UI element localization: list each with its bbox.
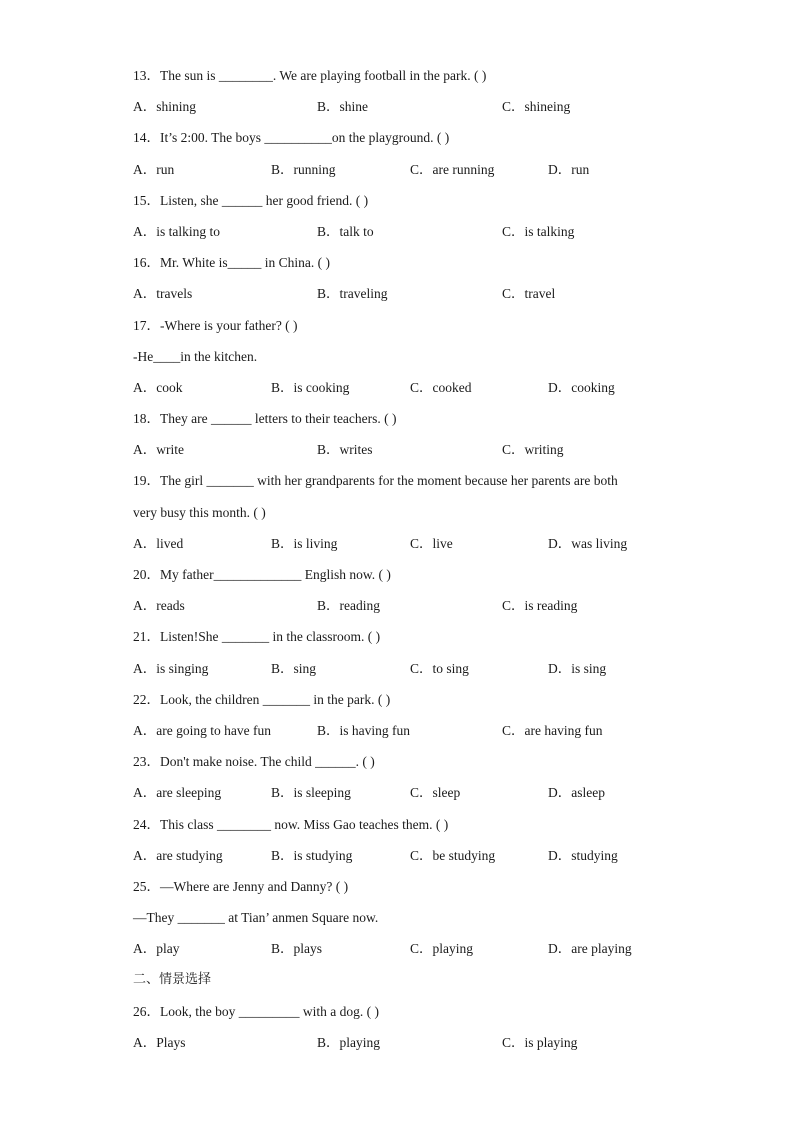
answer-option[interactable]: B．running <box>271 161 336 177</box>
answer-option[interactable]: A．are going to have fun <box>133 722 271 738</box>
options-row <box>133 1033 693 1064</box>
options-row <box>133 659 693 690</box>
answer-option[interactable]: C．live <box>410 535 453 551</box>
answer-option[interactable]: D．asleep <box>548 785 605 801</box>
answer-option[interactable]: C．is playing <box>502 1034 578 1050</box>
answer-option[interactable]: B．shine <box>317 99 369 115</box>
question-stem-continuation: very busy this month. ( ) <box>133 504 266 520</box>
options-row <box>133 846 693 877</box>
answer-option[interactable]: B．playing <box>317 1034 380 1050</box>
question-stem: 24．This class ________ now. Miss Gao teaches them. ( ) <box>133 816 449 832</box>
answer-option[interactable]: A．shining <box>133 99 197 115</box>
answer-option[interactable]: A．play <box>133 941 180 957</box>
question-stem: 17．-Where is your father? ( ) <box>133 317 298 333</box>
answer-option[interactable]: C．is reading <box>502 598 578 614</box>
answer-option[interactable]: B．plays <box>271 941 323 957</box>
answer-option[interactable]: B．is sleeping <box>271 785 351 801</box>
answer-option[interactable]: A．lived <box>133 535 184 551</box>
answer-option[interactable]: C．playing <box>410 941 473 957</box>
options-row <box>133 721 693 752</box>
answer-option[interactable]: D．run <box>548 161 590 177</box>
question-stem: 20．My father_____________ English now. ( ) <box>133 567 391 582</box>
options-row <box>133 440 693 471</box>
answer-option[interactable]: D．studying <box>548 847 618 863</box>
answer-option[interactable]: D．cooking <box>548 379 615 395</box>
answer-option[interactable]: A．reads <box>133 598 185 614</box>
question-stem: 25．—Where are Jenny and Danny? ( ) <box>133 878 349 894</box>
options-row <box>133 783 693 814</box>
answer-option[interactable]: C．writing <box>502 442 564 458</box>
answer-option[interactable]: A．write <box>133 442 184 458</box>
options-row <box>133 378 693 409</box>
answer-option[interactable]: B．sing <box>271 660 317 676</box>
section-heading: 二、情景选择 <box>133 972 212 988</box>
question-stem-continuation: -He____in the kitchen. <box>133 348 258 364</box>
options-row <box>133 534 693 565</box>
question-stem: 22．Look, the children _______ in the park. ( ) <box>133 691 391 707</box>
options-row <box>133 97 693 128</box>
answer-option[interactable]: C．are having fun <box>502 722 603 738</box>
question-stem: 21．Listen!She _______ in the classroom. ( ) <box>133 629 381 645</box>
answer-option[interactable]: A．Plays <box>133 1034 186 1050</box>
options-row <box>133 160 693 191</box>
answer-option[interactable]: C．is talking <box>502 223 575 239</box>
answer-option[interactable]: B．reading <box>317 598 380 614</box>
question-stem: 16．Mr. White is_____ in China. ( ) <box>133 255 330 271</box>
answer-option[interactable]: B．is living <box>271 535 338 551</box>
answer-option[interactable]: C．are running <box>410 161 495 177</box>
answer-option[interactable]: C．shineing <box>502 99 571 115</box>
answer-option[interactable]: C．sleep <box>410 785 461 801</box>
answer-option[interactable]: D．are playing <box>548 941 632 957</box>
answer-option[interactable]: C．to sing <box>410 660 469 676</box>
answer-option[interactable]: B．talk to <box>317 223 374 239</box>
answer-option[interactable]: A．run <box>133 161 175 177</box>
answer-option[interactable]: C．cooked <box>410 379 472 395</box>
question-stem: 14．It’s 2:00. The boys __________on the playground. ( ) <box>133 130 450 146</box>
answer-option[interactable]: D．is sing <box>548 660 607 676</box>
options-row <box>133 596 693 627</box>
answer-option[interactable]: A．is singing <box>133 660 209 676</box>
options-row <box>133 939 693 970</box>
worksheet <box>133 66 693 1064</box>
options-row <box>133 284 693 315</box>
answer-option[interactable]: C．travel <box>502 286 556 302</box>
answer-option[interactable]: C．be studying <box>410 847 496 863</box>
answer-option[interactable]: A．are sleeping <box>133 785 222 801</box>
options-row <box>133 222 693 253</box>
question-stem: 13．The sun is ________. We are playing football in the park. ( ) <box>133 68 487 83</box>
answer-option[interactable]: B．traveling <box>317 286 388 302</box>
question-stem: 19．The girl _______ with her grandparents for the moment because her parents are both <box>133 473 618 489</box>
answer-option[interactable]: B．is cooking <box>271 379 350 395</box>
answer-option[interactable]: A．cook <box>133 379 183 395</box>
answer-option[interactable]: D．was living <box>548 535 628 551</box>
question-stem: 18．They are ______ letters to their teachers. ( ) <box>133 411 397 427</box>
answer-option[interactable]: A．are studying <box>133 847 223 863</box>
answer-option[interactable]: A．travels <box>133 286 193 302</box>
answer-option[interactable]: B．is having fun <box>317 722 410 738</box>
answer-option[interactable]: A．is talking to <box>133 223 220 239</box>
question-stem: 23．Don't make noise. The child ______. ( ) <box>133 754 375 770</box>
answer-option[interactable]: B．is studying <box>271 847 353 863</box>
answer-option[interactable]: B．writes <box>317 442 373 458</box>
question-stem: 26．Look, the boy _________ with a dog. ( ) <box>133 1003 379 1019</box>
question-stem-continuation: —They _______ at Tian’ anmen Square now. <box>133 910 379 926</box>
question-stem: 15．Listen, she ______ her good friend. ( ) <box>133 192 369 208</box>
